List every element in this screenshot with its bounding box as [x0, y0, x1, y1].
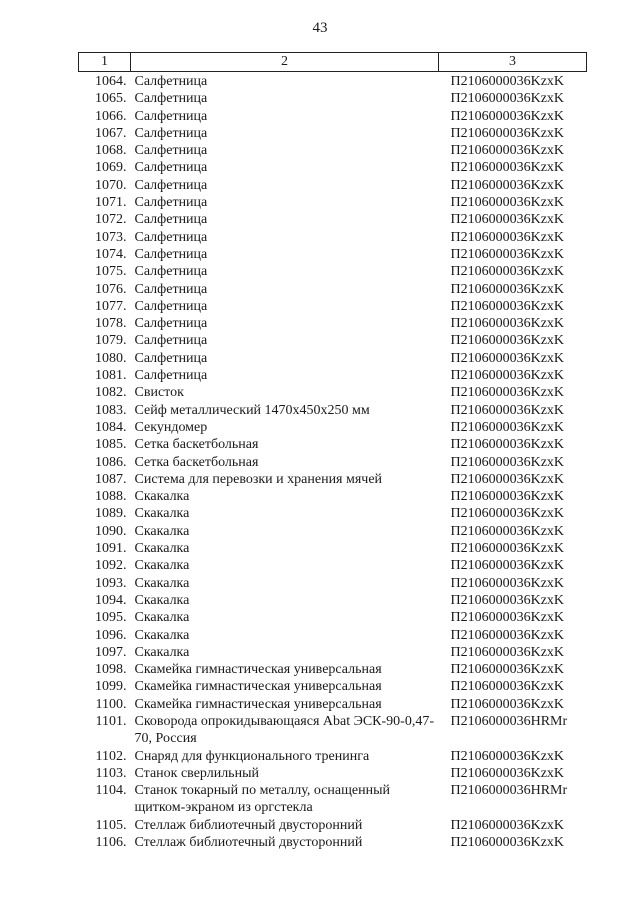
item-code: П2106000036KzxK	[450, 437, 565, 453]
row-number: 1065.	[95, 91, 127, 107]
item-code: П2106000036KzxK	[450, 765, 565, 781]
item-code: П2106000036KzxK	[450, 160, 565, 176]
item-code: П2106000036KzxK	[450, 523, 565, 539]
item-name: Станок сверлильный	[134, 765, 259, 781]
row-number: 1084.	[95, 419, 127, 435]
row-number: 1090.	[95, 523, 127, 539]
table-row	[79, 367, 587, 384]
row-number: 1073.	[95, 229, 127, 245]
item-name: Система для перевозки и хранения мячей	[134, 471, 383, 487]
item-name: Стеллаж библиотечный двусторонний	[134, 835, 363, 851]
item-name: Скакалка	[134, 644, 190, 660]
item-name: Скакалка	[134, 489, 190, 505]
table-row	[79, 402, 587, 419]
row-number: 1083.	[95, 402, 127, 418]
table-row	[79, 194, 587, 211]
item-name: Салфетница	[134, 160, 208, 176]
row-number: 1092.	[95, 558, 127, 574]
table-row	[79, 142, 587, 159]
item-name: Салфетница	[134, 143, 208, 159]
table-row	[79, 627, 587, 644]
item-code: П2106000036KzxK	[450, 541, 565, 557]
item-code: П2106000036KzxK	[450, 108, 565, 124]
inventory-table	[78, 52, 587, 851]
item-name: Скакалка	[134, 627, 190, 643]
item-name: Станок токарный по металлу, оснащенный щитком-экраном из оргстекла	[134, 783, 390, 816]
row-number: 1103.	[95, 765, 127, 781]
table-row	[79, 696, 587, 713]
item-name: Скамейка гимнастическая универсальная	[134, 662, 382, 678]
item-code: П2106000036KzxK	[450, 610, 565, 626]
table-row	[79, 765, 587, 782]
row-number: 1078.	[95, 316, 127, 332]
header-col-1: 1	[79, 53, 131, 72]
item-code: П2106000036KzxK	[450, 229, 565, 245]
item-name: Свисток	[134, 385, 184, 401]
item-code: П2106000036KzxK	[450, 679, 565, 695]
row-number: 1086.	[95, 454, 127, 470]
item-code: П2106000036KzxK	[450, 471, 565, 487]
row-number: 1105.	[95, 817, 127, 833]
item-name: Скамейка гимнастическая универсальная	[134, 696, 382, 712]
item-name: Скакалка	[134, 592, 190, 608]
item-code: П2106000036KzxK	[450, 558, 565, 574]
item-code: П2106000036KzxK	[450, 662, 565, 678]
item-name: Сетка баскетбольная	[134, 437, 259, 453]
item-code: П2106000036KzxK	[450, 748, 565, 764]
table-row	[79, 748, 587, 765]
table-row	[79, 332, 587, 349]
row-number: 1089.	[95, 506, 127, 522]
table-row	[79, 488, 587, 505]
header-col-3: 3	[439, 53, 587, 72]
page-number: 43	[312, 20, 328, 36]
row-number: 1081.	[95, 368, 127, 384]
item-name: Скакалка	[134, 541, 190, 557]
table-row	[79, 108, 587, 125]
row-number: 1075.	[95, 264, 127, 280]
row-number: 1082.	[95, 385, 127, 401]
table-row	[79, 661, 587, 678]
row-number: 1069.	[95, 160, 127, 176]
row-number: 1099.	[95, 679, 127, 695]
table-row	[79, 817, 587, 834]
item-code: П2106000036KzxK	[450, 419, 565, 435]
item-name: Салфетница	[134, 264, 208, 280]
item-code: П2106000036KzxK	[450, 402, 565, 418]
item-name: Снаряд для функционального тренинга	[134, 748, 370, 764]
item-code: П2106000036KzxK	[450, 74, 565, 89]
table-row	[79, 678, 587, 695]
item-code: П2106000036KzxK	[450, 506, 565, 522]
table-row	[79, 419, 587, 436]
item-name: Скакалка	[134, 506, 190, 522]
item-code: П2106000036HRMr	[450, 713, 568, 729]
table-row	[79, 523, 587, 540]
table-row	[79, 246, 587, 263]
table-row	[79, 350, 587, 367]
table-row	[79, 315, 587, 332]
row-number: 1071.	[95, 195, 127, 211]
table-row	[79, 713, 587, 748]
table-row	[79, 471, 587, 488]
table-row	[79, 211, 587, 228]
item-name: Скакалка	[134, 523, 190, 539]
item-code: П2106000036KzxK	[450, 246, 565, 262]
item-code: П2106000036KzxK	[450, 368, 565, 384]
item-code: П2106000036KzxK	[450, 264, 565, 280]
row-number: 1066.	[95, 108, 127, 124]
item-name: Салфетница	[134, 316, 208, 332]
item-name: Скакалка	[134, 610, 190, 626]
header-col-2: 2	[131, 53, 439, 72]
item-name: Сковорода опрокидывающаяся Abat ЭСК-90-0,47-70, Россия	[134, 713, 434, 747]
row-number: 1070.	[95, 177, 127, 193]
row-number: 1094.	[95, 592, 127, 608]
item-code: П2106000036KzxK	[450, 817, 565, 833]
table-body	[79, 72, 587, 852]
row-number: 1077.	[95, 298, 127, 314]
item-code: П2106000036KzxK	[450, 644, 565, 660]
item-name: Стеллаж библиотечный двусторонний	[134, 817, 363, 833]
table-row	[79, 281, 587, 298]
item-code: П2106000036KzxK	[450, 333, 565, 349]
table-row	[79, 454, 587, 471]
row-number: 1093.	[95, 575, 127, 591]
item-code: П2106000036KzxK	[450, 316, 565, 332]
table-row	[79, 90, 587, 107]
item-code: П2106000036KzxK	[450, 298, 565, 314]
table-header-row	[79, 53, 587, 72]
item-name: Салфетница	[134, 91, 208, 107]
item-code: П2106000036KzxK	[450, 195, 565, 211]
table-row	[79, 592, 587, 609]
table-row	[79, 125, 587, 142]
row-number: 1098.	[95, 662, 127, 678]
item-name: Салфетница	[134, 108, 208, 124]
table-row	[79, 384, 587, 401]
item-name: Салфетница	[134, 298, 208, 314]
item-name: Салфетница	[134, 281, 208, 297]
row-number: 1091.	[95, 541, 127, 557]
table-row	[79, 159, 587, 176]
item-code: П2106000036KzxK	[450, 835, 565, 851]
row-number: 1064.	[95, 74, 127, 89]
table-row	[79, 263, 587, 280]
row-number: 1088.	[95, 489, 127, 505]
item-code: П2106000036KzxK	[450, 125, 565, 141]
item-name: Скакалка	[134, 575, 190, 591]
item-code: П2106000036KzxK	[450, 385, 565, 401]
row-number: 1076.	[95, 281, 127, 297]
row-number: 1106.	[95, 835, 127, 851]
item-code: П2106000036KzxK	[450, 143, 565, 159]
item-code: П2106000036KzxK	[450, 592, 565, 608]
table-row	[79, 609, 587, 626]
item-code: П2106000036KzxK	[450, 627, 565, 643]
row-number: 1067.	[95, 125, 127, 141]
row-number: 1085.	[95, 437, 127, 453]
table-row	[79, 782, 587, 817]
item-code: П2106000036KzxK	[450, 91, 565, 107]
item-name: Салфетница	[134, 368, 208, 384]
item-name: Салфетница	[134, 125, 208, 141]
item-name: Салфетница	[134, 333, 208, 349]
item-code: П2106000036KzxK	[450, 696, 565, 712]
table-row	[79, 436, 587, 453]
row-number: 1102.	[95, 748, 127, 764]
item-name: Сетка баскетбольная	[134, 454, 259, 470]
item-name: Скамейка гимнастическая универсальная	[134, 679, 382, 695]
item-name: Салфетница	[134, 177, 208, 193]
table-row	[79, 834, 587, 851]
table-row	[79, 557, 587, 574]
item-name: Салфетница	[134, 195, 208, 211]
item-name: Скакалка	[134, 558, 190, 574]
item-code: П2106000036KzxK	[450, 281, 565, 297]
item-code: П2106000036KzxK	[450, 350, 565, 366]
row-number: 1095.	[95, 610, 127, 626]
item-code: П2106000036KzxK	[450, 177, 565, 193]
row-number: 1068.	[95, 143, 127, 159]
item-name: Салфетница	[134, 74, 208, 89]
item-name: Секундомер	[134, 419, 208, 435]
item-name: Салфетница	[134, 350, 208, 366]
row-number: 1097.	[95, 644, 127, 660]
item-name: Салфетница	[134, 212, 208, 228]
row-number: 1104.	[95, 783, 127, 799]
table-row	[79, 229, 587, 246]
row-number: 1079.	[95, 333, 127, 349]
item-code: П2106000036KzxK	[450, 212, 565, 228]
item-code: П2106000036KzxK	[450, 454, 565, 470]
item-name: Салфетница	[134, 246, 208, 262]
table-row	[79, 540, 587, 557]
item-code: П2106000036KzxK	[450, 489, 565, 505]
row-number: 1080.	[95, 350, 127, 366]
item-name: Салфетница	[134, 229, 208, 245]
table-row	[79, 72, 587, 91]
table-row	[79, 575, 587, 592]
table-row	[79, 298, 587, 315]
table-row	[79, 505, 587, 522]
item-name: Сейф металлический 1470х450х250 мм	[134, 402, 370, 418]
table-row	[79, 177, 587, 194]
item-code: П2106000036KzxK	[450, 575, 565, 591]
row-number: 1087.	[95, 471, 127, 487]
row-number: 1074.	[95, 246, 127, 262]
table-row	[79, 644, 587, 661]
row-number: 1101.	[95, 713, 127, 729]
row-number: 1072.	[95, 212, 127, 228]
row-number: 1096.	[95, 627, 127, 643]
row-number: 1100.	[95, 696, 127, 712]
item-code: П2106000036HRMr	[450, 783, 568, 799]
